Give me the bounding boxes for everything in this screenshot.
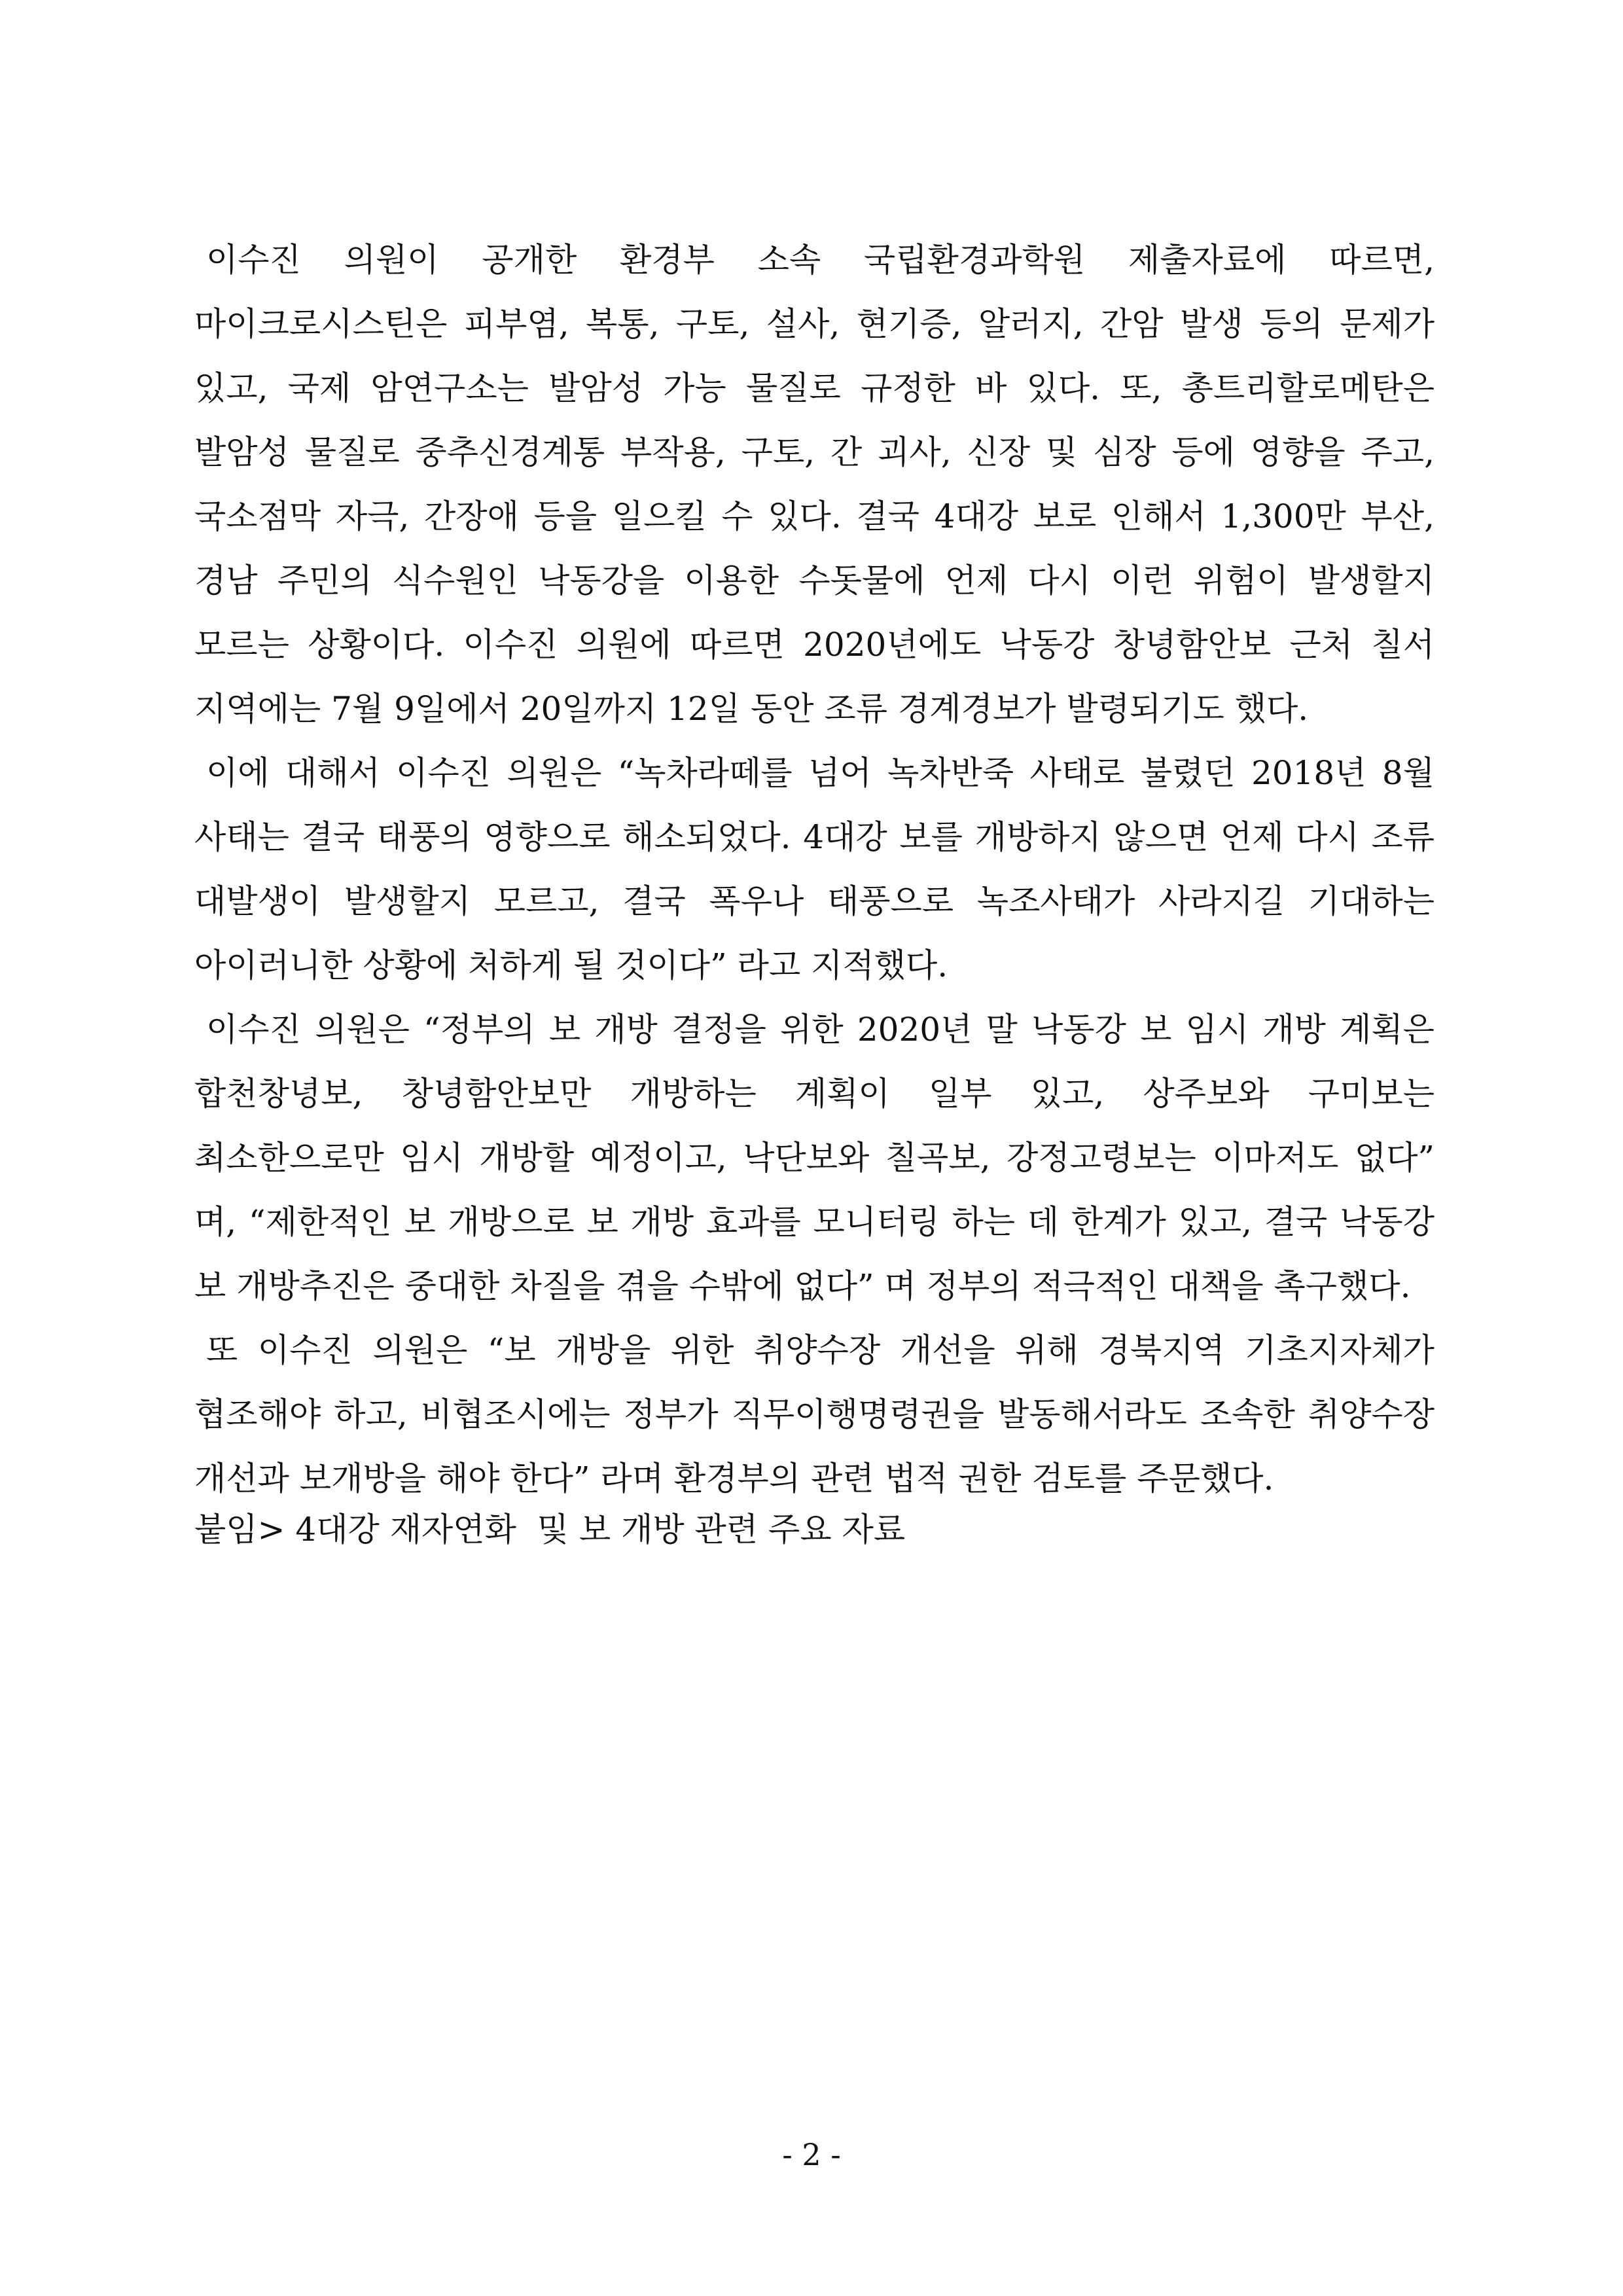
attachment-note: 붙임> 4대강 재자연화 및 보 개방 관련 주요 자료 — [194, 1511, 906, 1549]
body-text — [194, 228, 1435, 1511]
page-number: - 2 - — [782, 2137, 841, 2172]
paragraph-weir-opening-plan: 이수진 의원은 “정부의 보 개방 결정을 위한 2020년 말 낙동강 보 임시 개방 계획은 합천창녕보, 창녕함안보만 개방하는 계획이 일부 있고, 상주보와 구미보는 최소한으로만 임시 개방할 예정이고, 낙단보와 칠곡보, 강정고령보는 이마저도 없다” 며, “제한적인 보 개방으로 보 개방 효과를 모니터링 하는 데 한계가 있고, 결국 낙동강 보 개방추진은 중대한 차질을 겪을 수밖에 없다” 며 정부의 적극적인 대책을 촉구했다. — [194, 1011, 1435, 1305]
paragraph-water-intake-improvement: 또 이수진 의원은 “보 개방을 위한 취양수장 개선을 위해 경북지역 기초지자체가 협조해야 하고, 비협조시에는 정부가 직무이행명령권을 발동해서라도 조속한 취양수장 개선과 보개방을 해야 한다” 라며 환경부의 관련 법적 권한 검토를 주문했다. — [194, 1331, 1435, 1498]
paragraph-toxins: 이수진 의원이 공개한 환경부 소속 국립환경과학원 제출자료에 따르면, 마이크로시스틴은 피부염, 복통, 구토, 설사, 현기증, 알러지, 간암 발생 등의 문제가 있고, 국제 암연구소는 발암성 가능 물질로 규정한 바 있다. 또, 총트리할로메탄은 발암성 물질로 중추신경계통 부작용, 구토, 간 괴사, 신장 및 심장 등에 영향을 주고, 국소점막 자극, 간장애 등을 일으킬 수 있다. 결국 4대강 보로 인해서 1,300만 부산, 경남 주민의 식수원인 낙동강을 이용한 수돗물에 언제 다시 이런 위험이 발생할지 모르는 상황이다. 이수진 의원에 따르면 2020년에도 낙동강 창녕함안보 근처 칠서 지역에는 7월 9일에서 20일까지 12일 동안 조류 경계경보가 발령되기도 했다. — [194, 241, 1435, 728]
paragraph-algae-bloom-quote: 이에 대해서 이수진 의원은 “녹차라떼를 넘어 녹차반죽 사태로 불렸던 2018년 8월 사태는 결국 태풍의 영향으로 해소되었다. 4대강 보를 개방하지 않으면 언제 다시 조류 대발생이 발생할지 모르고, 결국 폭우나 태풍으로 녹조사태가 사라지길 기대하는 아이러니한 상황에 처하게 될 것이다” 라고 지적했다. — [194, 754, 1435, 984]
